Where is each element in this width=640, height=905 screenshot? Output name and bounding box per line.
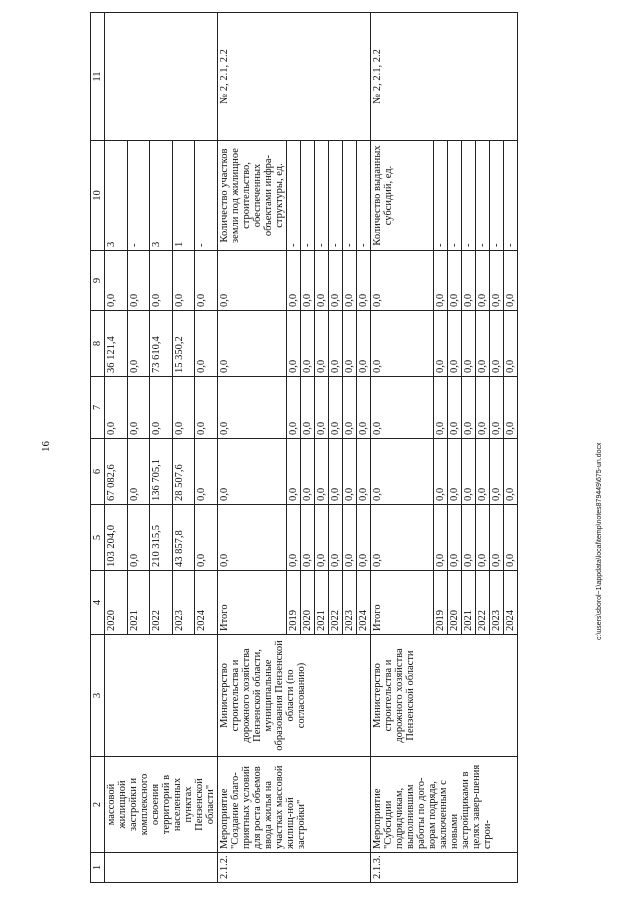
value-cell: 0,0 bbox=[127, 377, 150, 439]
total-label-cell: Итого bbox=[371, 571, 434, 635]
value-cell: 0,0 bbox=[195, 505, 218, 571]
value-cell: 0,0 bbox=[150, 377, 173, 439]
value-cell: 67 082,6 bbox=[105, 439, 128, 505]
year-cell: 2022 bbox=[476, 571, 490, 635]
value-cell: 0,0 bbox=[462, 505, 476, 571]
value-cell: 0,0 bbox=[343, 377, 357, 439]
indicator-value-cell: - bbox=[490, 141, 504, 251]
value-cell: 0,0 bbox=[287, 439, 301, 505]
value-cell: 0,0 bbox=[476, 377, 490, 439]
value-cell: 0,0 bbox=[462, 377, 476, 439]
year-cell: 2021 bbox=[127, 571, 150, 635]
value-cell: 0,0 bbox=[462, 439, 476, 505]
col-header: 3 bbox=[91, 635, 105, 757]
value-cell: 0,0 bbox=[195, 377, 218, 439]
indicator-value-cell: - bbox=[476, 141, 490, 251]
value-cell: 36 121,4 bbox=[105, 311, 128, 377]
year-cell: 2024 bbox=[357, 571, 371, 635]
col-header: 5 bbox=[91, 505, 105, 571]
value-cell: 0,0 bbox=[490, 251, 504, 311]
year-cell: 2020 bbox=[301, 571, 315, 635]
activity-name-cell: Мероприятие "Субсидии подрядчикам, выполнившим работы по дого-ворам подряда, заключенным с новыми застройщиками в целях завер-шения строи- bbox=[371, 757, 518, 853]
value-cell: 0,0 bbox=[504, 439, 518, 505]
value-cell: 210 315,5 bbox=[150, 505, 173, 571]
total-value-cell: 0,0 bbox=[371, 439, 434, 505]
col-header: 6 bbox=[91, 439, 105, 505]
value-cell: 0,0 bbox=[448, 251, 462, 311]
indicator-value-cell: 3 bbox=[105, 141, 128, 251]
col-header: 9 bbox=[91, 251, 105, 311]
value-cell: 0,0 bbox=[434, 439, 448, 505]
col-header: 7 bbox=[91, 377, 105, 439]
table-row bbox=[371, 13, 434, 883]
value-cell: 0,0 bbox=[448, 505, 462, 571]
total-label-cell: Итого bbox=[218, 571, 287, 635]
value-cell: 0,0 bbox=[195, 311, 218, 377]
indicator-value-cell: - bbox=[287, 141, 301, 251]
value-cell: 0,0 bbox=[504, 505, 518, 571]
row-number-cell: 2.1.3. bbox=[371, 853, 518, 883]
activity-name-cell: массовой жилищной застройки и комплексного освоения территорий в населенных пунктах Пензенской области" bbox=[105, 757, 218, 853]
value-cell: 0,0 bbox=[490, 377, 504, 439]
value-cell: 0,0 bbox=[301, 505, 315, 571]
table-row bbox=[105, 13, 128, 883]
page-number: 16 bbox=[40, 441, 52, 452]
year-cell: 2023 bbox=[490, 571, 504, 635]
total-value-cell: 0,0 bbox=[218, 377, 287, 439]
indicator-value-cell: - bbox=[329, 141, 343, 251]
row-number-cell bbox=[105, 853, 218, 883]
indicator-name-cell: Количество выданных субсидий, ед. bbox=[371, 141, 434, 251]
total-value-cell: 0,0 bbox=[371, 311, 434, 377]
value-cell: 0,0 bbox=[490, 505, 504, 571]
value-cell: 0,0 bbox=[357, 377, 371, 439]
value-cell: 0,0 bbox=[195, 251, 218, 311]
indicator-value-cell: - bbox=[343, 141, 357, 251]
indicator-value-cell: - bbox=[301, 141, 315, 251]
table-row bbox=[218, 13, 287, 883]
total-value-cell: 0,0 bbox=[371, 505, 434, 571]
value-cell: 0,0 bbox=[287, 505, 301, 571]
value-cell: 0,0 bbox=[301, 377, 315, 439]
row-number-cell: 2.1.2. bbox=[218, 853, 371, 883]
year-cell: 2020 bbox=[105, 571, 128, 635]
value-cell: 0,0 bbox=[301, 251, 315, 311]
col-header: 1 bbox=[91, 853, 105, 883]
year-cell: 2023 bbox=[172, 571, 195, 635]
year-cell: 2019 bbox=[434, 571, 448, 635]
value-cell: 0,0 bbox=[504, 311, 518, 377]
value-cell: 0,0 bbox=[329, 251, 343, 311]
value-cell: 0,0 bbox=[357, 505, 371, 571]
reference-cell: № 2, 2.1, 2.2 bbox=[218, 13, 371, 141]
total-value-cell: 0,0 bbox=[371, 251, 434, 311]
indicator-value-cell: 1 bbox=[172, 141, 195, 251]
value-cell: 0,0 bbox=[448, 377, 462, 439]
file-path-footer: c:\users\sborol~1\appdata\local\temp\notes879449\675-un.docx bbox=[596, 442, 603, 640]
value-cell: 0,0 bbox=[315, 311, 329, 377]
value-cell: 0,0 bbox=[357, 311, 371, 377]
total-value-cell: 0,0 bbox=[218, 505, 287, 571]
value-cell: 0,0 bbox=[127, 311, 150, 377]
rotated-table-area bbox=[90, 13, 590, 883]
indicator-value-cell: 3 bbox=[150, 141, 173, 251]
value-cell: 0,0 bbox=[287, 311, 301, 377]
executor-cell: Министерство строительства и дорожного хозяйства Пензенской области bbox=[371, 635, 518, 757]
year-cell: 2020 bbox=[448, 571, 462, 635]
col-header: 2 bbox=[91, 757, 105, 853]
value-cell: 0,0 bbox=[329, 377, 343, 439]
table-body bbox=[105, 13, 518, 883]
value-cell: 0,0 bbox=[301, 311, 315, 377]
value-cell: 0,0 bbox=[357, 251, 371, 311]
indicator-value-cell: - bbox=[434, 141, 448, 251]
total-value-cell: 0,0 bbox=[218, 311, 287, 377]
value-cell: 28 507,6 bbox=[172, 439, 195, 505]
program-table bbox=[90, 12, 518, 883]
value-cell: 73 610,4 bbox=[150, 311, 173, 377]
col-header: 4 bbox=[91, 571, 105, 635]
value-cell: 0,0 bbox=[434, 311, 448, 377]
value-cell: 0,0 bbox=[105, 251, 128, 311]
value-cell: 0,0 bbox=[448, 311, 462, 377]
total-value-cell: 0,0 bbox=[218, 251, 287, 311]
reference-cell: № 2, 2.1, 2.2 bbox=[371, 13, 518, 141]
value-cell: 0,0 bbox=[448, 439, 462, 505]
header-row bbox=[91, 13, 105, 883]
indicator-value-cell: - bbox=[315, 141, 329, 251]
value-cell: 0,0 bbox=[476, 311, 490, 377]
value-cell: 0,0 bbox=[490, 439, 504, 505]
value-cell: 0,0 bbox=[329, 439, 343, 505]
indicator-name-cell: Количество участков земли под жилищное строительство, обеспеченных объектами инфра-структуры, ед. bbox=[218, 141, 287, 251]
value-cell: 0,0 bbox=[462, 251, 476, 311]
value-cell: 0,0 bbox=[504, 377, 518, 439]
value-cell: 0,0 bbox=[287, 251, 301, 311]
value-cell: 0,0 bbox=[343, 439, 357, 505]
indicator-value-cell: - bbox=[127, 141, 150, 251]
value-cell: 0,0 bbox=[127, 439, 150, 505]
year-cell: 2024 bbox=[195, 571, 218, 635]
total-value-cell: 0,0 bbox=[371, 377, 434, 439]
executor-cell: Министерство строительства и дорожного хозяйства Пензенской области, муниципальные образования Пензенской области (по согласованию) bbox=[218, 635, 371, 757]
value-cell: 0,0 bbox=[434, 251, 448, 311]
value-cell: 0,0 bbox=[476, 439, 490, 505]
value-cell: 0,0 bbox=[315, 251, 329, 311]
value-cell: 0,0 bbox=[315, 505, 329, 571]
col-header: 11 bbox=[91, 13, 105, 141]
value-cell: 0,0 bbox=[343, 311, 357, 377]
value-cell: 103 204,0 bbox=[105, 505, 128, 571]
value-cell: 0,0 bbox=[476, 505, 490, 571]
activity-name-cell: Мероприятие "Создание благо-приятных условий для роста объемов ввода жилья на участках массовой жилищ-ной застройки" bbox=[218, 757, 371, 853]
value-cell: 136 705,1 bbox=[150, 439, 173, 505]
value-cell: 0,0 bbox=[127, 505, 150, 571]
value-cell: 0,0 bbox=[315, 439, 329, 505]
indicator-value-cell: - bbox=[357, 141, 371, 251]
value-cell: 0,0 bbox=[150, 251, 173, 311]
total-value-cell: 0,0 bbox=[218, 439, 287, 505]
indicator-value-cell: - bbox=[462, 141, 476, 251]
value-cell: 0,0 bbox=[195, 439, 218, 505]
col-header: 10 bbox=[91, 141, 105, 251]
value-cell: 0,0 bbox=[476, 251, 490, 311]
year-cell: 2023 bbox=[343, 571, 357, 635]
value-cell: 43 857,8 bbox=[172, 505, 195, 571]
indicator-value-cell: - bbox=[504, 141, 518, 251]
value-cell: 0,0 bbox=[434, 505, 448, 571]
value-cell: 0,0 bbox=[343, 251, 357, 311]
value-cell: 0,0 bbox=[490, 311, 504, 377]
value-cell: 0,0 bbox=[105, 377, 128, 439]
value-cell: 0,0 bbox=[462, 311, 476, 377]
value-cell: 0,0 bbox=[329, 311, 343, 377]
value-cell: 0,0 bbox=[434, 377, 448, 439]
value-cell: 0,0 bbox=[343, 505, 357, 571]
value-cell: 0,0 bbox=[301, 439, 315, 505]
value-cell: 0,0 bbox=[287, 377, 301, 439]
year-cell: 2021 bbox=[462, 571, 476, 635]
year-cell: 2022 bbox=[150, 571, 173, 635]
value-cell: 0,0 bbox=[504, 251, 518, 311]
indicator-value-cell: - bbox=[448, 141, 462, 251]
value-cell: 0,0 bbox=[329, 505, 343, 571]
col-header: 8 bbox=[91, 311, 105, 377]
year-cell: 2021 bbox=[315, 571, 329, 635]
indicator-value-cell: - bbox=[195, 141, 218, 251]
executor-cell bbox=[105, 635, 218, 757]
value-cell: 0,0 bbox=[172, 377, 195, 439]
year-cell: 2022 bbox=[329, 571, 343, 635]
value-cell: 0,0 bbox=[172, 251, 195, 311]
value-cell: 0,0 bbox=[127, 251, 150, 311]
value-cell: 0,0 bbox=[357, 439, 371, 505]
reference-cell bbox=[105, 13, 218, 141]
year-cell: 2024 bbox=[504, 571, 518, 635]
value-cell: 0,0 bbox=[315, 377, 329, 439]
year-cell: 2019 bbox=[287, 571, 301, 635]
value-cell: 15 350,2 bbox=[172, 311, 195, 377]
